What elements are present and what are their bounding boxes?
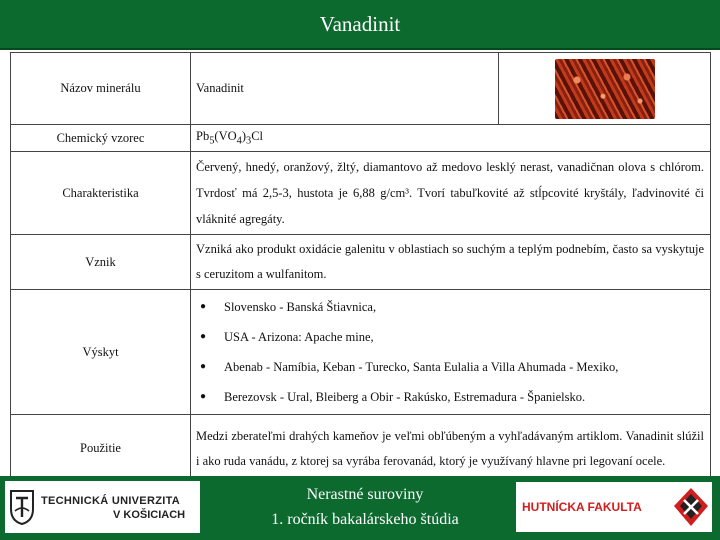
row-occurrence bbox=[11, 290, 711, 415]
value-name: Vanadinit bbox=[191, 53, 499, 125]
label-characteristics: Charakteristika bbox=[11, 152, 191, 235]
value-characteristics: Červený, hnedý, oranžový, žltý, diamantovo až medovo lesklý nerast, vanadičnan olova s chlórom. Tvrdosť má 2,5-3, hustota je 6,88 g/cm³. Tvorí tabuľkovité až stĺpcovité kryštály, ľadvinovité či vláknité agregáty. bbox=[191, 152, 711, 235]
row-formula bbox=[11, 125, 711, 152]
formula-part: ) bbox=[241, 129, 246, 143]
occurrence-list bbox=[196, 292, 704, 412]
university-name-line1: TECHNICKÁ UNIVERZITA bbox=[41, 495, 181, 507]
occurrence-item bbox=[200, 322, 704, 352]
mineral-info-table bbox=[10, 52, 711, 483]
formula-sub: 3 bbox=[246, 135, 252, 147]
label-formula: Chemický vzorec bbox=[11, 125, 191, 152]
occurrence-item bbox=[200, 382, 704, 412]
label-occurrence: Výskyt bbox=[11, 290, 191, 415]
mineral-photo-cell bbox=[499, 53, 711, 125]
occurrence-text: Abenab - Namíbia, Keban - Turecko, Santa Eulalia a Villa Ahumada - Mexiko, bbox=[224, 360, 619, 375]
row-origin bbox=[11, 235, 711, 290]
mineral-sheet bbox=[10, 52, 710, 474]
formula-sub: 4 bbox=[236, 135, 242, 147]
row-usage bbox=[11, 415, 711, 483]
occurrence-item bbox=[200, 292, 704, 322]
faculty-name: HUTNÍCKA FAKULTA bbox=[522, 500, 642, 514]
label-name: Názov minerálu bbox=[11, 53, 191, 125]
value-formula bbox=[191, 125, 711, 152]
course-year: 1. ročník bakalárskeho štúdia bbox=[271, 511, 459, 528]
formula-part: Pb bbox=[196, 129, 210, 143]
formula-sub: 5 bbox=[209, 135, 215, 147]
row-name bbox=[11, 53, 711, 125]
course-title: Nerastné suroviny bbox=[306, 486, 424, 503]
value-occurrence bbox=[191, 290, 711, 415]
bullet-icon: ● bbox=[200, 361, 207, 373]
tuke-logo bbox=[5, 481, 200, 533]
university-name-line2: V KOŠICIACH bbox=[113, 509, 186, 521]
label-usage: Použitie bbox=[11, 415, 191, 483]
formula-part: (VO bbox=[214, 129, 237, 143]
occurrence-text: Slovensko - Banská Štiavnica, bbox=[224, 300, 377, 315]
label-origin: Vznik bbox=[11, 235, 191, 290]
value-origin: Vzniká ako produkt oxidácie galenitu v oblastiach so suchým a teplým podnebím, často sa vyskytuje s ceruzitom a wulfanitom. bbox=[191, 235, 711, 290]
page-title: Vanadinit bbox=[319, 11, 401, 36]
row-characteristics bbox=[11, 152, 711, 235]
tuke-emblem-icon bbox=[9, 489, 35, 525]
title-bar bbox=[0, 0, 720, 50]
bullet-icon: ● bbox=[200, 391, 207, 403]
footer-bar bbox=[0, 476, 720, 540]
occurrence-item bbox=[200, 352, 704, 382]
faculty-emblem-icon bbox=[672, 486, 710, 528]
vanadinite-crystal-image bbox=[555, 59, 655, 119]
course-caption bbox=[220, 482, 510, 532]
bullet-icon: ● bbox=[200, 331, 207, 343]
occurrence-text: Berezovsk - Ural, Bleiberg a Obir - Rakúsko, Estremadura - Španielsko. bbox=[224, 390, 586, 405]
occurrence-text: USA - Arizona: Apache mine, bbox=[224, 330, 374, 345]
value-usage: Medzi zberateľmi drahých kameňov je veľmi obľúbeným a vyhľadávaným artiklom. Vanadinit slúžil i ako ruda vanádu, z ktorej sa vyrába ferovanád, ktorý je využívaný hlavne pri legovaní ocele. bbox=[191, 415, 711, 483]
formula-part: Cl bbox=[251, 129, 264, 143]
bullet-icon: ● bbox=[200, 301, 207, 313]
faculty-logo bbox=[516, 482, 712, 532]
